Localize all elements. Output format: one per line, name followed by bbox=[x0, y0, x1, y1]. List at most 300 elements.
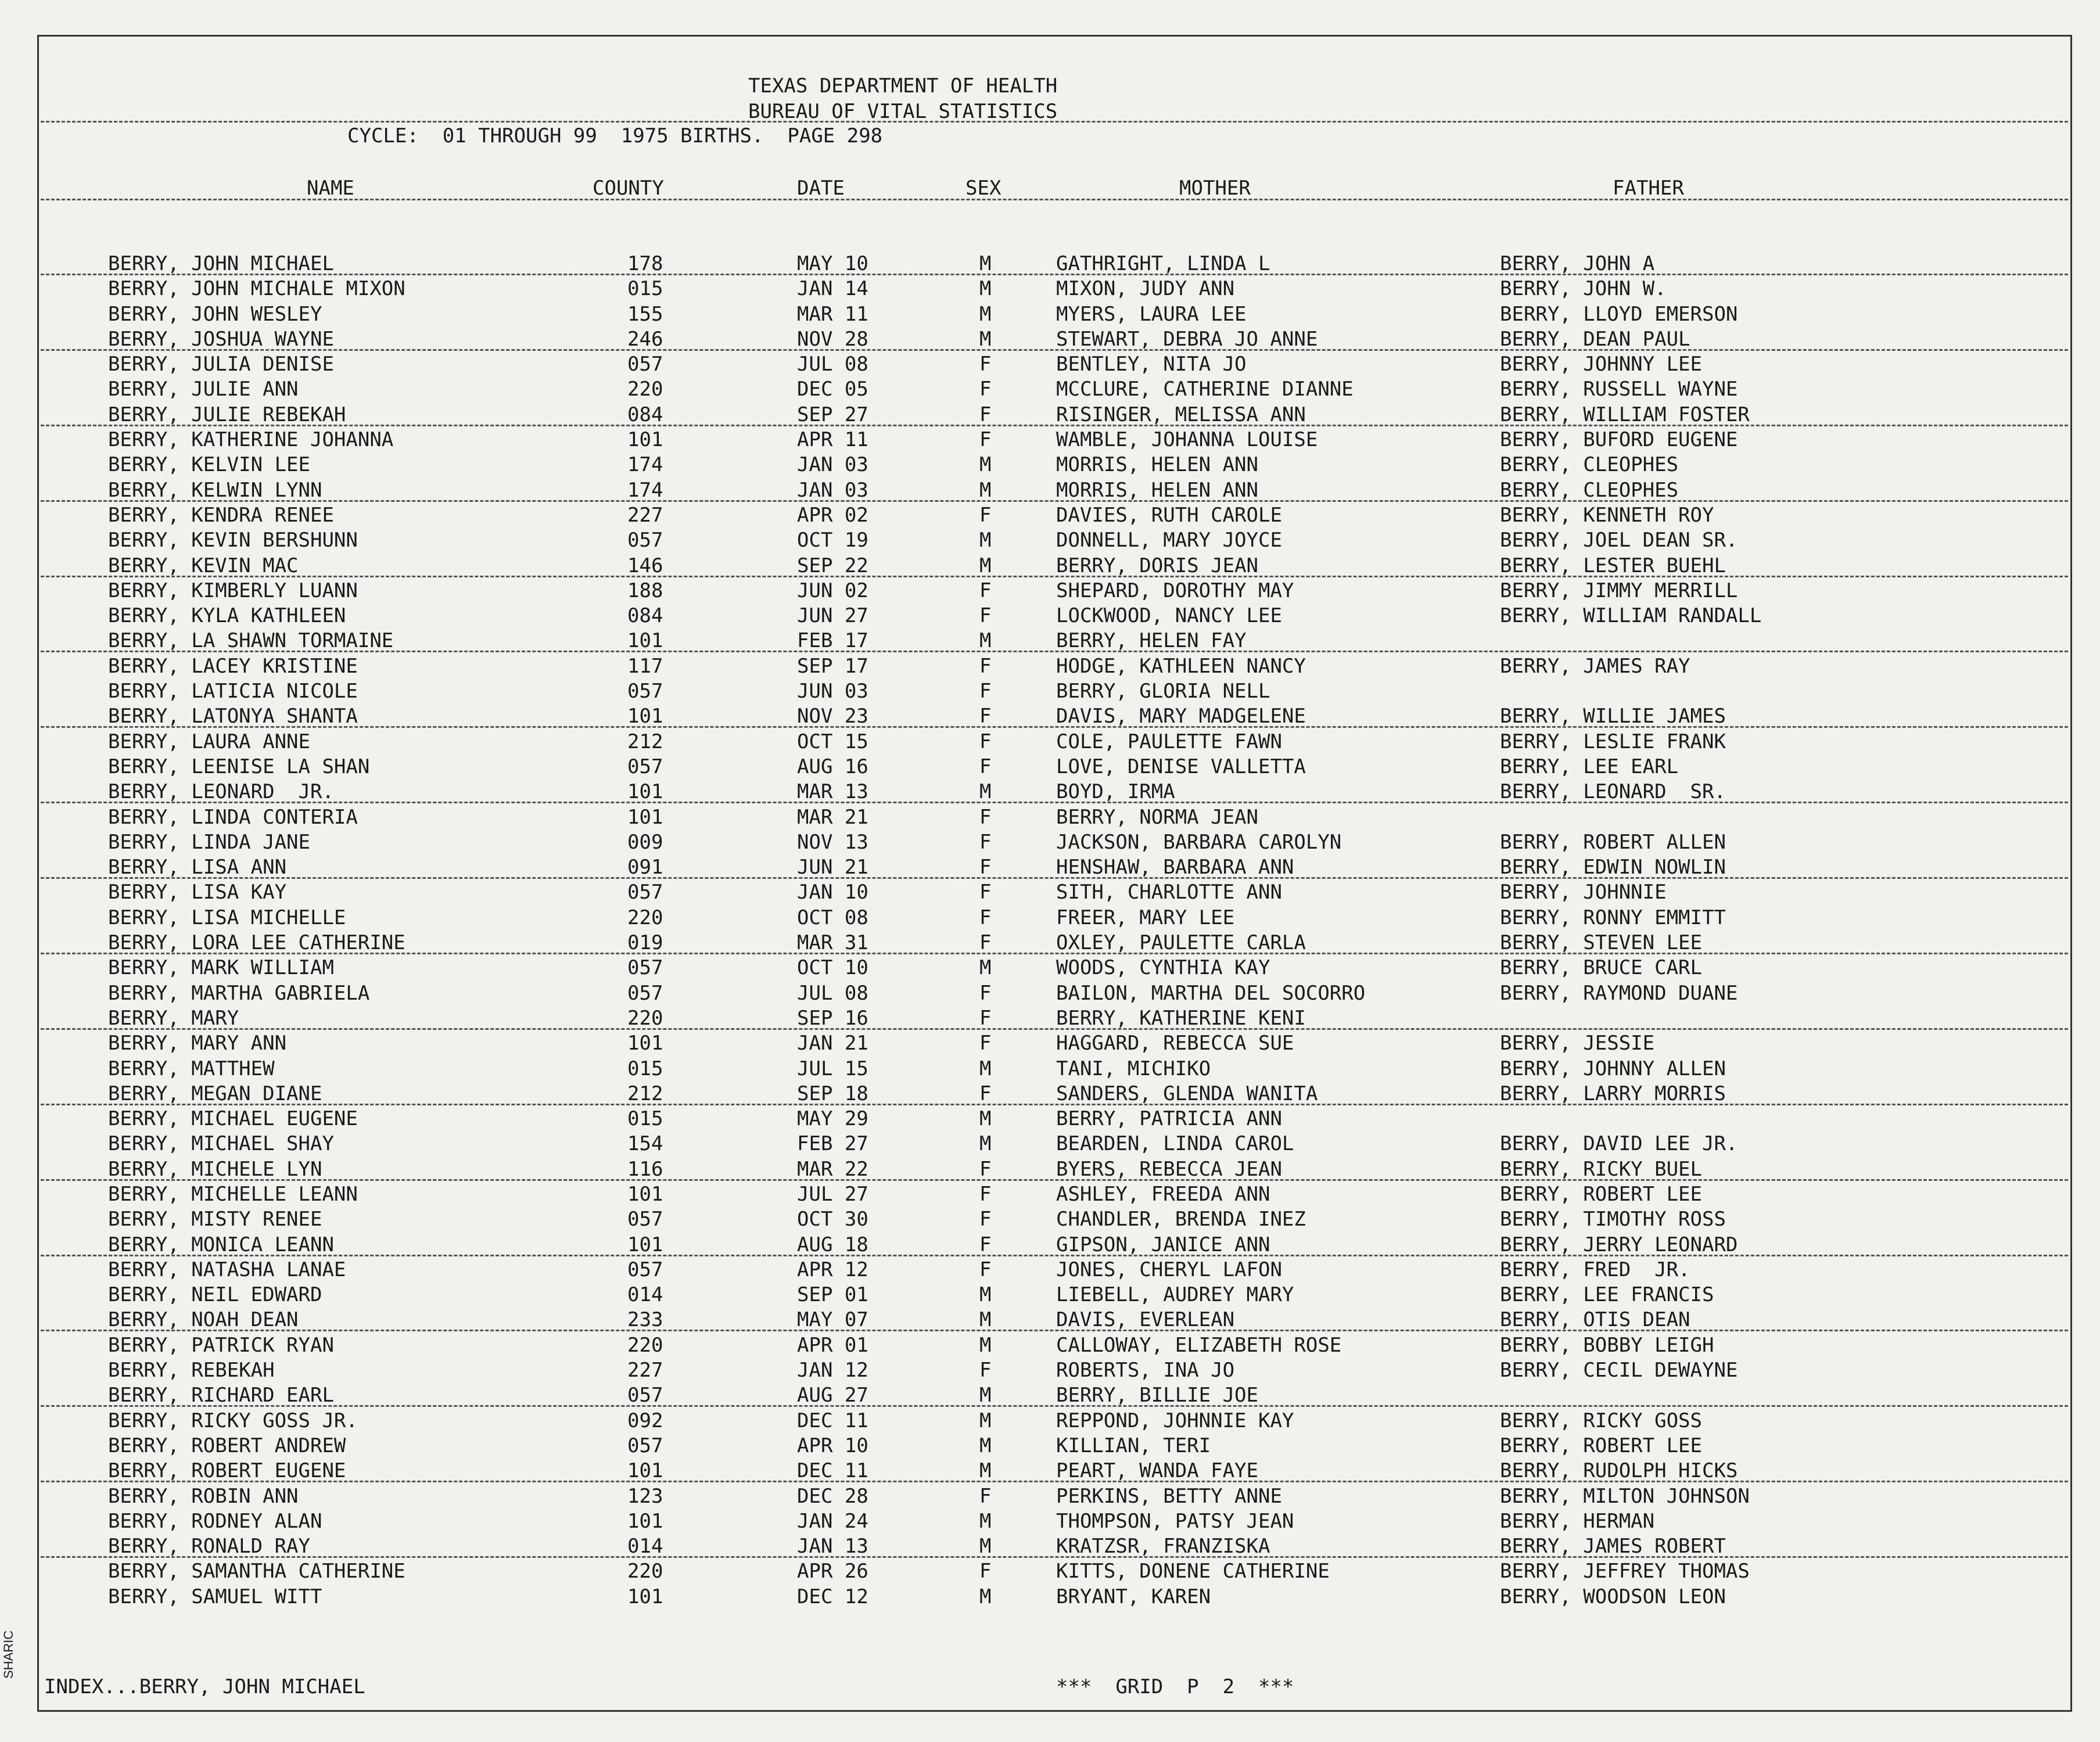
table-row bbox=[0, 931, 2100, 956]
cell-date: SEP 18 bbox=[797, 1082, 868, 1105]
table-row bbox=[0, 881, 2100, 906]
table-row bbox=[0, 629, 2100, 654]
cell-date: NOV 28 bbox=[797, 327, 868, 351]
cell-mother: CALLOWAY, ELIZABETH ROSE bbox=[1056, 1333, 1342, 1357]
cell-sex: F bbox=[979, 1258, 992, 1281]
cell-sex: M bbox=[979, 1132, 992, 1156]
table-row bbox=[0, 1485, 2100, 1510]
cell-mother: GATHRIGHT, LINDA L bbox=[1056, 252, 1270, 275]
cell-father: BERRY, WILLIE JAMES bbox=[1500, 705, 1726, 728]
cell-father: BERRY, CECIL DEWAYNE bbox=[1500, 1359, 1738, 1382]
cell-date: JAN 24 bbox=[797, 1509, 868, 1533]
column-header-name: NAME bbox=[307, 177, 354, 200]
cell-date: MAR 11 bbox=[797, 302, 868, 326]
cell-sex: F bbox=[979, 428, 992, 452]
column-header-sex: SEX bbox=[965, 177, 1001, 200]
table-row bbox=[0, 378, 2100, 403]
cell-name: BERRY, LAURA ANNE bbox=[108, 730, 310, 753]
cell-sex: F bbox=[979, 604, 992, 628]
table-row bbox=[0, 1208, 2100, 1233]
table-row bbox=[0, 1258, 2100, 1283]
cell-mother: BERRY, NORMA JEAN bbox=[1056, 805, 1258, 829]
cell-county: 246 bbox=[627, 327, 663, 351]
cell-county: 057 bbox=[627, 981, 663, 1005]
cell-county: 057 bbox=[627, 1258, 663, 1281]
cell-county: 116 bbox=[627, 1157, 663, 1181]
cell-father: BERRY, DEAN PAUL bbox=[1500, 327, 1690, 351]
table-row bbox=[0, 504, 2100, 529]
cell-sex: M bbox=[979, 1333, 992, 1357]
cell-date: JUN 27 bbox=[797, 604, 868, 628]
cell-date: FEB 17 bbox=[797, 629, 868, 653]
table-row bbox=[0, 554, 2100, 579]
cycle-line: CYCLE: 01 THROUGH 99 1975 BIRTHS. PAGE 298 bbox=[347, 124, 883, 148]
cell-name: BERRY, KEVIN BERSHUNN bbox=[108, 529, 358, 552]
cell-name: BERRY, JOHN WESLEY bbox=[108, 302, 322, 326]
cell-county: 220 bbox=[627, 906, 663, 929]
cell-mother: MCCLURE, CATHERINE DIANNE bbox=[1056, 378, 1354, 401]
cell-name: BERRY, NATASHA LANAE bbox=[108, 1258, 346, 1281]
cell-sex: M bbox=[979, 1509, 992, 1533]
cell-county: 057 bbox=[627, 680, 663, 703]
cell-mother: BYERS, REBECCA JEAN bbox=[1056, 1157, 1282, 1181]
table-row bbox=[0, 1283, 2100, 1308]
cell-name: BERRY, MARTHA GABRIELA bbox=[108, 981, 370, 1005]
cell-mother: TANI, MICHIKO bbox=[1056, 1057, 1211, 1080]
cell-name: BERRY, KENDRA RENEE bbox=[108, 503, 334, 527]
cell-father: BERRY, LESLIE FRANK bbox=[1500, 730, 1726, 753]
table-row bbox=[0, 303, 2100, 328]
cell-father: BERRY, HERMAN bbox=[1500, 1509, 1655, 1533]
table-row bbox=[0, 956, 2100, 981]
cell-county: 220 bbox=[627, 378, 663, 401]
cell-name: BERRY, LISA KAY bbox=[108, 881, 287, 904]
cell-father: BERRY, RONNY EMMITT bbox=[1500, 906, 1726, 929]
table-row bbox=[0, 1132, 2100, 1157]
cell-mother: BERRY, DORIS JEAN bbox=[1056, 554, 1258, 577]
cell-county: 101 bbox=[627, 629, 663, 653]
cell-date: OCT 15 bbox=[797, 730, 868, 753]
cell-mother: BENTLEY, NITA JO bbox=[1056, 353, 1247, 376]
table-row bbox=[0, 780, 2100, 805]
cell-county: 009 bbox=[627, 830, 663, 854]
cell-name: BERRY, MARY bbox=[108, 1006, 239, 1030]
cell-name: BERRY, REBEKAH bbox=[108, 1359, 275, 1382]
cell-county: 019 bbox=[627, 931, 663, 955]
cell-county: 101 bbox=[627, 1032, 663, 1055]
cell-father: BERRY, BOBBY LEIGH bbox=[1500, 1333, 1714, 1357]
cell-date: APR 01 bbox=[797, 1333, 868, 1357]
cell-father: BERRY, MILTON JOHNSON bbox=[1500, 1484, 1750, 1508]
cell-father: BERRY, ROBERT LEE bbox=[1500, 1434, 1702, 1457]
cell-mother: KITTS, DONENE CATHERINE bbox=[1056, 1560, 1330, 1583]
cell-date: DEC 28 bbox=[797, 1484, 868, 1508]
table-row bbox=[0, 806, 2100, 831]
cell-mother: BERRY, KATHERINE KENI bbox=[1056, 1006, 1306, 1030]
cell-date: JUN 02 bbox=[797, 579, 868, 602]
table-row bbox=[0, 1032, 2100, 1057]
table-row bbox=[0, 428, 2100, 453]
cell-sex: M bbox=[979, 1283, 992, 1307]
cell-mother: LOVE, DENISE VALLETTA bbox=[1056, 755, 1306, 778]
cell-name: BERRY, RICKY GOSS JR. bbox=[108, 1409, 358, 1432]
cell-date: SEP 27 bbox=[797, 403, 868, 426]
cell-county: 015 bbox=[627, 1057, 663, 1080]
cell-county: 123 bbox=[627, 1484, 663, 1508]
table-row bbox=[0, 1535, 2100, 1560]
cell-county: 220 bbox=[627, 1333, 663, 1357]
cell-county: 057 bbox=[627, 755, 663, 778]
cell-date: JAN 03 bbox=[797, 453, 868, 477]
cell-date: APR 12 bbox=[797, 1258, 868, 1281]
table-row bbox=[0, 1334, 2100, 1359]
cell-sex: F bbox=[979, 1560, 992, 1583]
cell-mother: STEWART, DEBRA JO ANNE bbox=[1056, 327, 1318, 351]
cell-date: JAN 03 bbox=[797, 478, 868, 502]
table-row bbox=[0, 1308, 2100, 1333]
cell-father: BERRY, BUFORD EUGENE bbox=[1500, 428, 1738, 452]
cell-sex: F bbox=[979, 403, 992, 426]
cell-date: AUG 16 bbox=[797, 755, 868, 778]
cell-county: 057 bbox=[627, 956, 663, 980]
cell-date: JAN 21 bbox=[797, 1032, 868, 1055]
cell-county: 057 bbox=[627, 1208, 663, 1231]
cell-county: 174 bbox=[627, 478, 663, 502]
cell-mother: THOMPSON, PATSY JEAN bbox=[1056, 1509, 1294, 1533]
cell-county: 101 bbox=[627, 705, 663, 728]
cell-county: 101 bbox=[627, 780, 663, 804]
table-row bbox=[0, 1409, 2100, 1434]
cell-sex: F bbox=[979, 1006, 992, 1030]
cell-mother: DAVIS, EVERLEAN bbox=[1056, 1308, 1235, 1332]
cell-date: JUL 08 bbox=[797, 981, 868, 1005]
cell-father: BERRY, ROBERT ALLEN bbox=[1500, 830, 1726, 854]
table-row bbox=[0, 705, 2100, 730]
cell-name: BERRY, RONALD RAY bbox=[108, 1535, 310, 1558]
cell-county: 057 bbox=[627, 1384, 663, 1407]
cell-sex: F bbox=[979, 881, 992, 904]
cell-mother: BERRY, PATRICIA ANN bbox=[1056, 1107, 1282, 1131]
cell-mother: WAMBLE, JOHANNA LOUISE bbox=[1056, 428, 1318, 452]
cell-county: 101 bbox=[627, 805, 663, 829]
cell-father: BERRY, RICKY BUEL bbox=[1500, 1157, 1702, 1181]
cell-mother: RISINGER, MELISSA ANN bbox=[1056, 403, 1306, 426]
cell-sex: F bbox=[979, 755, 992, 778]
cell-sex: M bbox=[979, 1057, 992, 1080]
cell-father: BERRY, RUSSELL WAYNE bbox=[1500, 378, 1738, 401]
cell-county: 057 bbox=[627, 1434, 663, 1457]
cell-name: BERRY, MICHELLE LEANN bbox=[108, 1182, 358, 1206]
cell-county: 084 bbox=[627, 403, 663, 426]
cell-name: BERRY, JOHN MICHALE MIXON bbox=[108, 277, 405, 301]
table-row bbox=[0, 579, 2100, 604]
table-row bbox=[0, 353, 2100, 378]
cell-sex: F bbox=[979, 830, 992, 854]
cell-mother: MORRIS, HELEN ANN bbox=[1056, 478, 1258, 502]
cell-date: JAN 13 bbox=[797, 1535, 868, 1558]
cell-father: BERRY, EDWIN NOWLIN bbox=[1500, 856, 1726, 879]
cell-mother: BERRY, BILLIE JOE bbox=[1056, 1384, 1258, 1407]
cell-name: BERRY, LINDA JANE bbox=[108, 830, 310, 854]
cell-father: BERRY, LESTER BUEHL bbox=[1500, 554, 1726, 577]
cell-sex: M bbox=[979, 1535, 992, 1558]
cell-date: AUG 27 bbox=[797, 1384, 868, 1407]
cell-county: 227 bbox=[627, 1359, 663, 1382]
cell-date: SEP 17 bbox=[797, 654, 868, 678]
cell-sex: M bbox=[979, 554, 992, 577]
cell-county: 015 bbox=[627, 1107, 663, 1131]
cell-name: BERRY, KYLA KATHLEEN bbox=[108, 604, 346, 628]
cell-father: BERRY, JOHN A bbox=[1500, 252, 1655, 275]
cell-sex: F bbox=[979, 805, 992, 829]
table-row bbox=[0, 1057, 2100, 1082]
cell-date: OCT 08 bbox=[797, 906, 868, 929]
cell-county: 014 bbox=[627, 1535, 663, 1558]
cell-name: BERRY, JULIE REBEKAH bbox=[108, 403, 346, 426]
cell-county: 220 bbox=[627, 1006, 663, 1030]
cell-date: APR 11 bbox=[797, 428, 868, 452]
cell-sex: M bbox=[979, 1384, 992, 1407]
cell-sex: F bbox=[979, 1032, 992, 1055]
table-row bbox=[0, 1434, 2100, 1459]
table-row bbox=[0, 982, 2100, 1007]
cell-sex: F bbox=[979, 1208, 992, 1231]
column-header-rule bbox=[41, 199, 2068, 200]
table-row bbox=[0, 680, 2100, 705]
cell-date: SEP 01 bbox=[797, 1283, 868, 1307]
header-rule bbox=[41, 121, 2068, 123]
cell-name: BERRY, KEVIN MAC bbox=[108, 554, 299, 577]
cell-sex: F bbox=[979, 856, 992, 879]
cell-date: APR 02 bbox=[797, 503, 868, 527]
cell-date: MAR 13 bbox=[797, 780, 868, 804]
cell-name: BERRY, MATTHEW bbox=[108, 1057, 275, 1080]
table-row bbox=[0, 730, 2100, 755]
cell-sex: F bbox=[979, 579, 992, 602]
table-row bbox=[0, 1459, 2100, 1484]
cell-father: BERRY, JERRY LEONARD bbox=[1500, 1233, 1738, 1256]
cell-father: BERRY, WILLIAM FOSTER bbox=[1500, 403, 1750, 426]
cell-county: 101 bbox=[627, 1509, 663, 1533]
cell-sex: M bbox=[979, 478, 992, 502]
cell-date: JUL 08 bbox=[797, 353, 868, 376]
cell-father: BERRY, JAMES ROBERT bbox=[1500, 1535, 1726, 1558]
cell-sex: M bbox=[979, 302, 992, 326]
cell-date: JUL 15 bbox=[797, 1057, 868, 1080]
cell-mother: MYERS, LAURA LEE bbox=[1056, 302, 1247, 326]
cell-name: BERRY, KIMBERLY LUANN bbox=[108, 579, 358, 602]
cell-date: MAR 21 bbox=[797, 805, 868, 829]
cell-date: NOV 23 bbox=[797, 705, 868, 728]
cell-county: 117 bbox=[627, 654, 663, 678]
cell-mother: OXLEY, PAULETTE CARLA bbox=[1056, 931, 1306, 955]
cell-father: BERRY, WOODSON LEON bbox=[1500, 1585, 1726, 1608]
cell-mother: CHANDLER, BRENDA INEZ bbox=[1056, 1208, 1306, 1231]
cell-mother: LIEBELL, AUDREY MARY bbox=[1056, 1283, 1294, 1307]
table-row bbox=[0, 1384, 2100, 1409]
cell-county: 092 bbox=[627, 1409, 663, 1432]
cell-date: FEB 27 bbox=[797, 1132, 868, 1156]
cell-sex: M bbox=[979, 453, 992, 477]
cell-name: BERRY, MICHAEL SHAY bbox=[108, 1132, 334, 1156]
cell-date: DEC 11 bbox=[797, 1459, 868, 1483]
cell-county: 212 bbox=[627, 730, 663, 753]
cell-county: 014 bbox=[627, 1283, 663, 1307]
cell-name: BERRY, MICHAEL EUGENE bbox=[108, 1107, 358, 1131]
cell-mother: FREER, MARY LEE bbox=[1056, 906, 1235, 929]
cell-name: BERRY, LATONYA SHANTA bbox=[108, 705, 358, 728]
cell-sex: F bbox=[979, 1157, 992, 1181]
cell-date: JAN 10 bbox=[797, 881, 868, 904]
cell-county: 101 bbox=[627, 1233, 663, 1256]
table-row bbox=[0, 1158, 2100, 1183]
table-row bbox=[0, 529, 2100, 554]
cell-father: BERRY, BRUCE CARL bbox=[1500, 956, 1702, 980]
cell-sex: F bbox=[979, 680, 992, 703]
cell-sex: F bbox=[979, 931, 992, 955]
cell-mother: HAGGARD, REBECCA SUE bbox=[1056, 1032, 1294, 1055]
table-row bbox=[0, 1359, 2100, 1384]
cell-county: 101 bbox=[627, 1459, 663, 1483]
cell-mother: DONNELL, MARY JOYCE bbox=[1056, 529, 1282, 552]
cell-county: 101 bbox=[627, 1585, 663, 1608]
column-header-mother: MOTHER bbox=[1179, 177, 1251, 200]
cell-name: BERRY, LATICIA NICOLE bbox=[108, 680, 358, 703]
cell-date: MAY 29 bbox=[797, 1107, 868, 1131]
cell-mother: REPPOND, JOHNNIE KAY bbox=[1056, 1409, 1294, 1432]
cell-county: 101 bbox=[627, 428, 663, 452]
cell-date: NOV 13 bbox=[797, 830, 868, 854]
cell-name: BERRY, MICHELE LYN bbox=[108, 1157, 322, 1181]
cell-father: BERRY, LEE FRANCIS bbox=[1500, 1283, 1714, 1307]
cell-date: OCT 30 bbox=[797, 1208, 868, 1231]
table-row bbox=[0, 755, 2100, 780]
cell-sex: M bbox=[979, 1585, 992, 1608]
cell-name: BERRY, LACEY KRISTINE bbox=[108, 654, 358, 678]
column-header-father: FATHER bbox=[1613, 177, 1684, 200]
cell-name: BERRY, KELWIN LYNN bbox=[108, 478, 322, 502]
side-label: SHARIC bbox=[1, 1630, 16, 1679]
cell-mother: BAILON, MARTHA DEL SOCORRO bbox=[1056, 981, 1366, 1005]
cell-date: MAY 07 bbox=[797, 1308, 868, 1332]
cell-name: BERRY, JOSHUA WAYNE bbox=[108, 327, 334, 351]
cell-mother: SITH, CHARLOTTE ANN bbox=[1056, 881, 1282, 904]
cell-father: BERRY, LEE EARL bbox=[1500, 755, 1679, 778]
cell-mother: PEART, WANDA FAYE bbox=[1056, 1459, 1258, 1483]
cell-mother: LOCKWOOD, NANCY LEE bbox=[1056, 604, 1282, 628]
cell-name: BERRY, RICHARD EARL bbox=[108, 1384, 334, 1407]
grid-footer: *** GRID P 2 *** bbox=[1056, 1675, 1294, 1698]
cell-county: 057 bbox=[627, 881, 663, 904]
cell-date: MAY 10 bbox=[797, 252, 868, 275]
cell-father: BERRY, JIMMY MERRILL bbox=[1500, 579, 1738, 602]
cell-name: BERRY, NEIL EDWARD bbox=[108, 1283, 322, 1307]
cell-father: BERRY, DAVID LEE JR. bbox=[1500, 1132, 1738, 1156]
cell-mother: KRATZSR, FRANZISKA bbox=[1056, 1535, 1270, 1558]
table-row bbox=[0, 252, 2100, 277]
cell-county: 233 bbox=[627, 1308, 663, 1332]
cell-mother: BOYD, IRMA bbox=[1056, 780, 1175, 804]
cell-mother: BRYANT, KAREN bbox=[1056, 1585, 1211, 1608]
cell-sex: F bbox=[979, 1484, 992, 1508]
cell-sex: F bbox=[979, 503, 992, 527]
cell-father: BERRY, JOHNNIE bbox=[1500, 881, 1667, 904]
cell-name: BERRY, LISA ANN bbox=[108, 856, 287, 879]
cell-mother: SHEPARD, DOROTHY MAY bbox=[1056, 579, 1294, 602]
cell-sex: F bbox=[979, 981, 992, 1005]
cell-mother: KILLIAN, TERI bbox=[1056, 1434, 1211, 1457]
table-row bbox=[0, 277, 2100, 302]
cell-date: JUL 27 bbox=[797, 1182, 868, 1206]
cell-father: BERRY, ROBERT LEE bbox=[1500, 1182, 1702, 1206]
cell-sex: F bbox=[979, 1359, 992, 1382]
cell-sex: F bbox=[979, 906, 992, 929]
cell-mother: GIPSON, JANICE ANN bbox=[1056, 1233, 1270, 1256]
cell-father: BERRY, LEONARD SR. bbox=[1500, 780, 1726, 804]
cell-mother: SANDERS, GLENDA WANITA bbox=[1056, 1082, 1318, 1105]
cell-date: SEP 22 bbox=[797, 554, 868, 577]
cell-sex: F bbox=[979, 1182, 992, 1206]
agency-title: TEXAS DEPARTMENT OF HEALTH bbox=[748, 74, 1058, 98]
table-row bbox=[0, 403, 2100, 428]
table-row bbox=[0, 1082, 2100, 1107]
cell-name: BERRY, LA SHAWN TORMAINE bbox=[108, 629, 394, 653]
cell-date: JUN 03 bbox=[797, 680, 868, 703]
cell-date: JUN 21 bbox=[797, 856, 868, 879]
table-row bbox=[0, 1585, 2100, 1610]
cell-name: BERRY, ROBIN ANN bbox=[108, 1484, 299, 1508]
cell-sex: F bbox=[979, 654, 992, 678]
cell-mother: DAVIS, MARY MADGELENE bbox=[1056, 705, 1306, 728]
cell-name: BERRY, KELVIN LEE bbox=[108, 453, 310, 477]
cell-name: BERRY, LORA LEE CATHERINE bbox=[108, 931, 405, 955]
cell-date: JAN 12 bbox=[797, 1359, 868, 1382]
cell-sex: M bbox=[979, 1409, 992, 1432]
table-row bbox=[0, 831, 2100, 856]
cell-father: BERRY, JEFFREY THOMAS bbox=[1500, 1560, 1750, 1583]
table-row bbox=[0, 328, 2100, 353]
cell-father: BERRY, JOHNNY ALLEN bbox=[1500, 1057, 1726, 1080]
cell-county: 178 bbox=[627, 252, 663, 275]
cell-father: BERRY, CLEOPHES bbox=[1500, 453, 1679, 477]
cell-sex: F bbox=[979, 705, 992, 728]
cell-father: BERRY, RAYMOND DUANE bbox=[1500, 981, 1738, 1005]
cell-name: BERRY, LINDA CONTERIA bbox=[108, 805, 358, 829]
cell-date: OCT 19 bbox=[797, 529, 868, 552]
cell-county: 091 bbox=[627, 856, 663, 879]
cell-mother: WOODS, CYNTHIA KAY bbox=[1056, 956, 1270, 980]
cell-county: 015 bbox=[627, 277, 663, 301]
cell-name: BERRY, RODNEY ALAN bbox=[108, 1509, 322, 1533]
cell-date: SEP 16 bbox=[797, 1006, 868, 1030]
cell-sex: M bbox=[979, 529, 992, 552]
cell-mother: BERRY, HELEN FAY bbox=[1056, 629, 1247, 653]
cell-father: BERRY, JOEL DEAN SR. bbox=[1500, 529, 1738, 552]
cell-name: BERRY, KATHERINE JOHANNA bbox=[108, 428, 394, 452]
cell-mother: COLE, PAULETTE FAWN bbox=[1056, 730, 1282, 753]
table-row bbox=[0, 479, 2100, 504]
cell-father: BERRY, OTIS DEAN bbox=[1500, 1308, 1690, 1332]
cell-date: AUG 18 bbox=[797, 1233, 868, 1256]
table-row bbox=[0, 655, 2100, 680]
table-row bbox=[0, 1107, 2100, 1132]
cell-name: BERRY, MARK WILLIAM bbox=[108, 956, 334, 980]
cell-name: BERRY, MARY ANN bbox=[108, 1032, 287, 1055]
table-row bbox=[0, 1510, 2100, 1535]
cell-date: APR 10 bbox=[797, 1434, 868, 1457]
cell-county: 220 bbox=[627, 1560, 663, 1583]
cell-father: BERRY, FRED JR. bbox=[1500, 1258, 1690, 1281]
